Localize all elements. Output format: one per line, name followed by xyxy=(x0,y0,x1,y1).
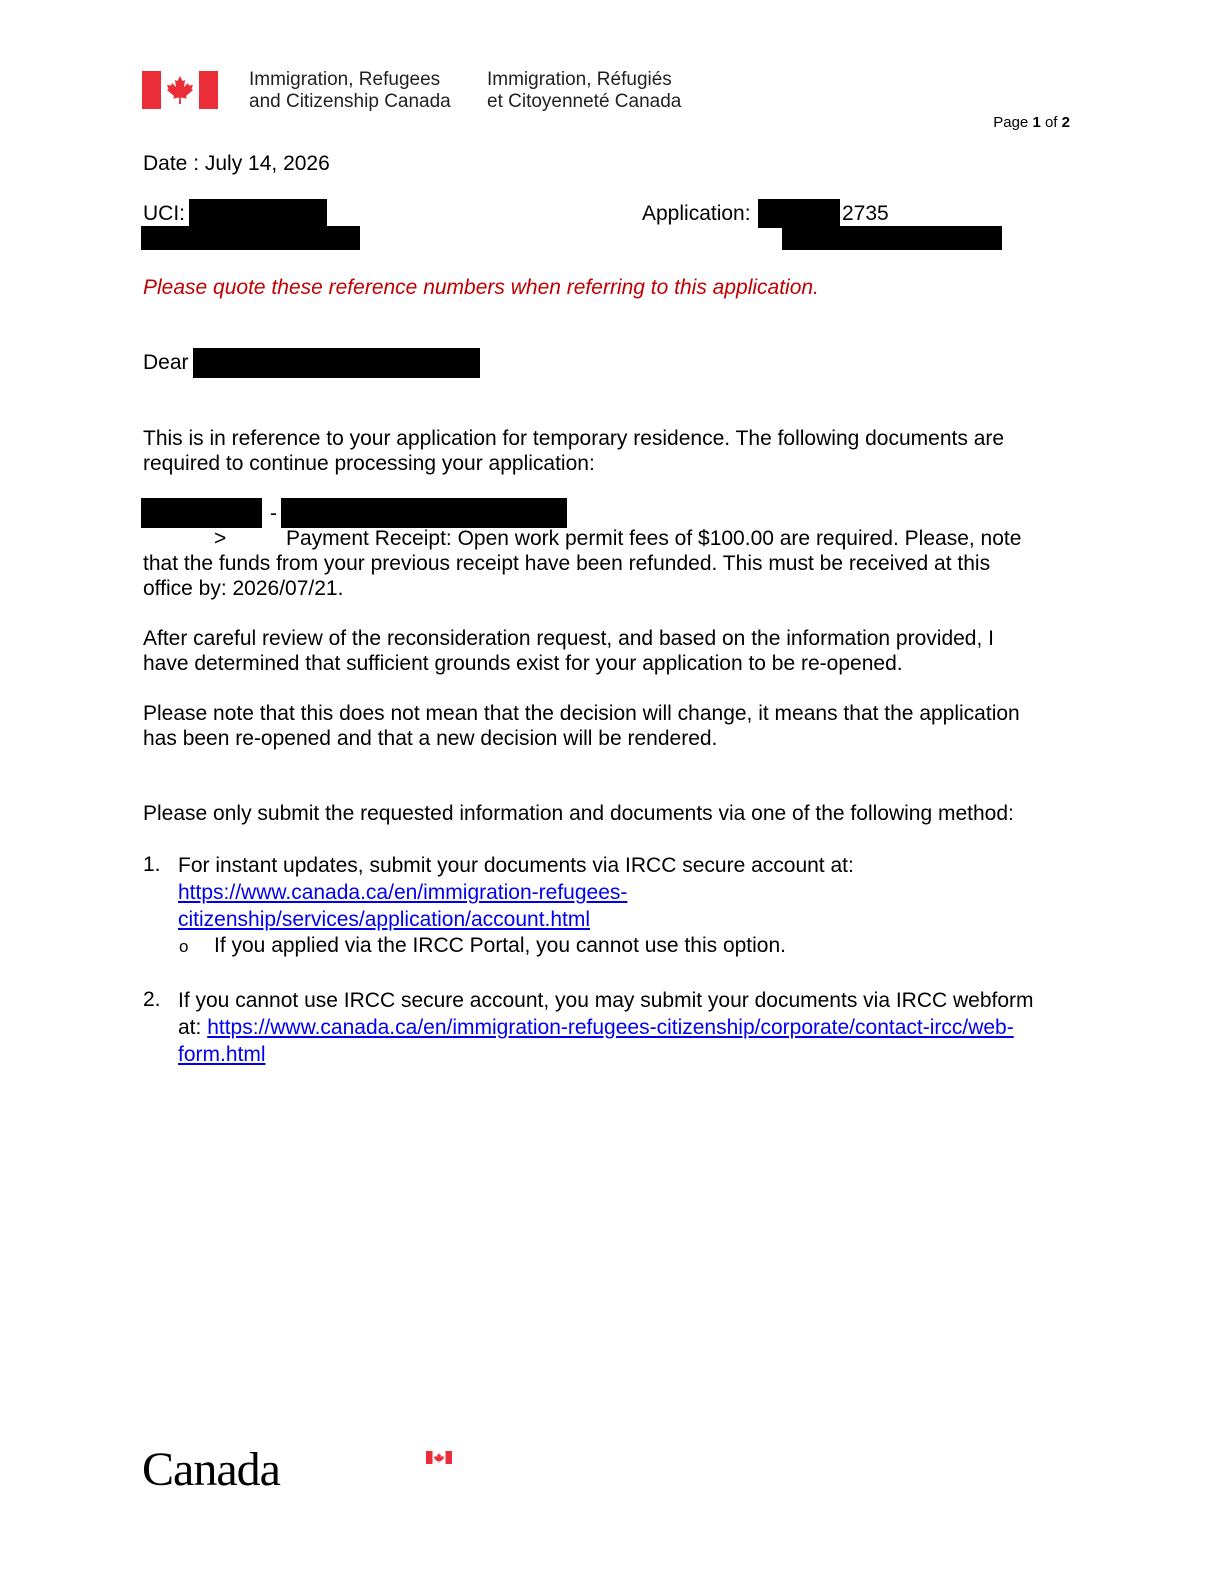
webform-link-line1[interactable]: https://www.canada.ca/en/immigration-refugees-citizenship/corporate/contact-ircc/web- xyxy=(207,1016,1014,1039)
list-item-2 xyxy=(178,987,1034,1068)
canada-wordmark-text: Canada xyxy=(142,1443,280,1496)
submission-instructions: Please only submit the requested information and documents via one of the following method: xyxy=(143,802,1014,825)
redaction-recipient-name xyxy=(193,348,480,378)
decision-note-line-1: Please note that this does not mean that the decision will change, it means that the application xyxy=(143,702,1020,725)
list-item-1 xyxy=(178,852,854,933)
list-item-2-text: If you cannot use IRCC secure account, you may submit your documents via IRCC webform xyxy=(178,989,1034,1012)
decision-note-line-2: has been re-opened and that a new decision will be rendered. xyxy=(143,727,718,750)
page-label: Page xyxy=(993,114,1029,131)
list-item-1-number: 1. xyxy=(143,853,161,876)
page-number xyxy=(993,114,1070,131)
requirement-arrow: > xyxy=(214,527,227,550)
department-name-fr xyxy=(487,69,681,113)
list-item-1-text: For instant updates, submit your documents via IRCC secure account at: xyxy=(178,854,854,877)
decision-note-paragraph xyxy=(143,701,1020,751)
list-item-2-at: at: xyxy=(178,1016,202,1039)
page-of: of xyxy=(1044,114,1058,131)
redaction-doc-name xyxy=(281,498,567,528)
wordmark-flag-icon xyxy=(426,1451,452,1464)
webform-link-line2[interactable]: form.html xyxy=(178,1043,266,1066)
intro-paragraph xyxy=(143,426,1004,476)
department-name-en-line1: Immigration, Refugees xyxy=(249,69,441,90)
redaction-doc-code xyxy=(141,498,262,528)
redaction-uci-2 xyxy=(141,226,360,250)
intro-line-1: This is in reference to your application for temporary residence. The following documents are xyxy=(143,427,1005,450)
reconsideration-line-1: After careful review of the reconsideration request, and based on the information provided, I xyxy=(143,627,994,650)
requirement-line-3: office by: 2026/07/21. xyxy=(143,577,344,600)
secure-account-link-line1[interactable]: https://www.canada.ca/en/immigration-refugees- xyxy=(178,881,628,904)
page-total: 2 xyxy=(1061,114,1070,131)
department-name-fr-line1: Immigration, Réfugiés xyxy=(487,69,672,90)
department-name-fr-line2: et Citoyenneté Canada xyxy=(487,91,682,112)
reconsideration-paragraph xyxy=(143,626,994,676)
secure-account-link-line2[interactable]: citizenship/services/application/account.html xyxy=(178,908,591,931)
application-number-suffix: 2735 xyxy=(842,202,889,225)
page-current: 1 xyxy=(1032,114,1041,131)
requirement-continuation xyxy=(143,551,990,601)
requirement-dash: - xyxy=(270,502,277,525)
list-item-2-number: 2. xyxy=(143,988,161,1011)
sub-bullet-icon: o xyxy=(179,937,189,956)
canada-flag-icon xyxy=(142,71,218,109)
uci-label: UCI: xyxy=(143,202,185,225)
letter-date: Date : July 14, 2026 xyxy=(143,152,330,175)
application-label: Application: xyxy=(642,202,751,225)
redaction-application-2 xyxy=(782,226,1002,250)
requirement-line-2: that the funds from your previous receipt have been refunded. This must be received at this xyxy=(143,552,991,575)
redaction-uci-1 xyxy=(189,199,327,228)
list-item-1-subnote: If you applied via the IRCC Portal, you cannot use this option. xyxy=(214,934,786,957)
reference-notice: Please quote these reference numbers when referring to this application. xyxy=(143,276,819,299)
reconsideration-line-2: have determined that sufficient grounds exist for your application to be re-opened. xyxy=(143,652,903,675)
redaction-application-1 xyxy=(758,199,840,228)
salutation: Dear xyxy=(143,351,189,374)
canada-wordmark xyxy=(142,1440,322,1500)
intro-line-2: required to continue processing your application: xyxy=(143,452,595,475)
requirement-line-1: Payment Receipt: Open work permit fees of $100.00 are required. Please, note xyxy=(286,527,1022,550)
department-name-en xyxy=(249,69,451,113)
department-name-en-line2: and Citizenship Canada xyxy=(249,91,451,112)
